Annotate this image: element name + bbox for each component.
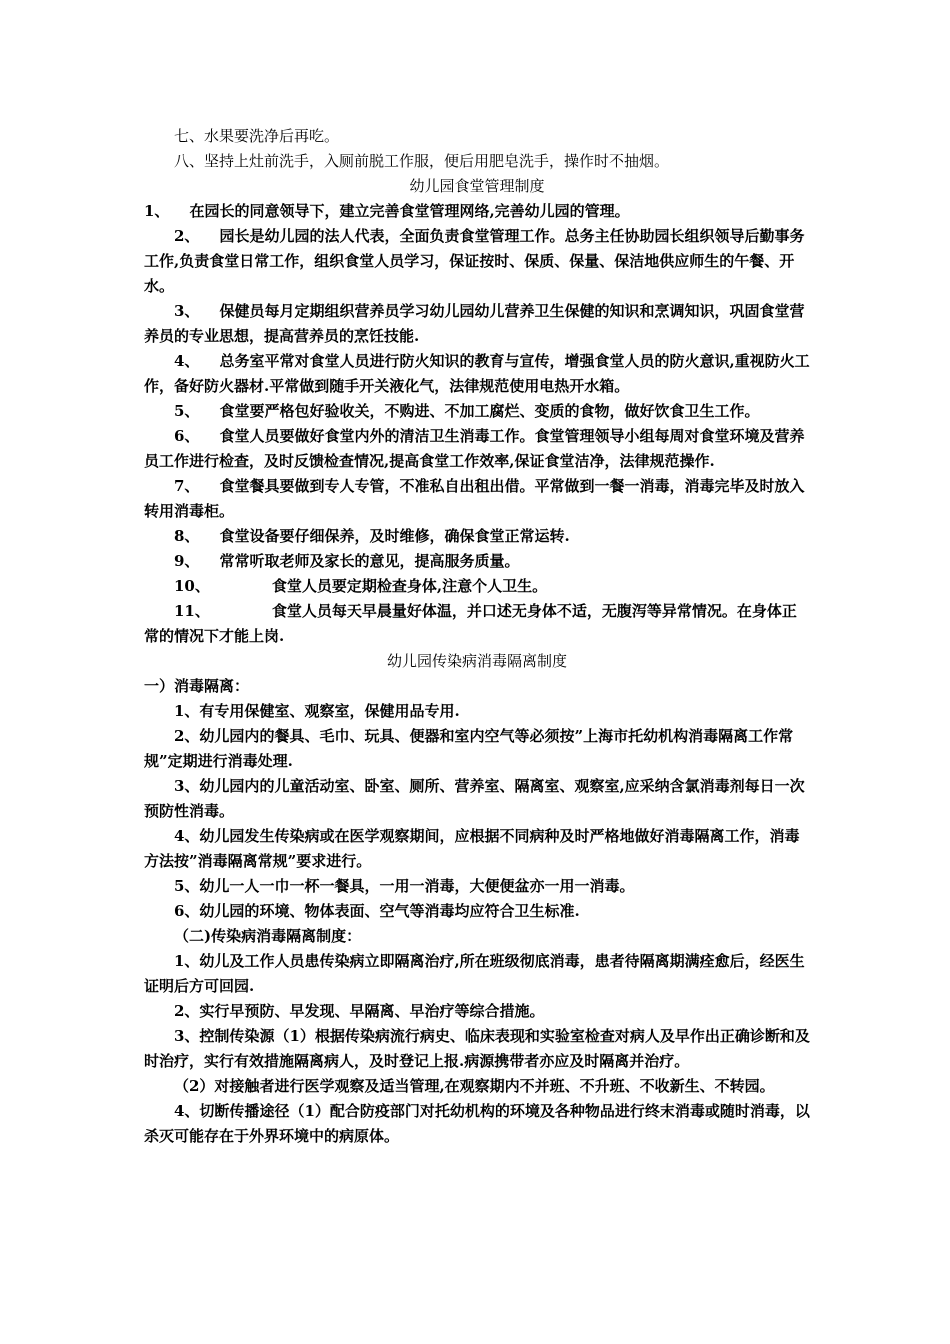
item-text: 食堂人员每天早晨量好体温，并口述无身体不适，无腹泻等异常情况。在身体正常的情况下才能上岗. [144,602,797,645]
canteen-item-6 [144,424,810,474]
item-text: 食堂人员要定期检查身体,注意个人卫生。 [271,577,548,595]
disinfection-rules-title: 幼儿园传染病消毒隔离制度 [386,652,567,670]
item-text: 常常听取老师及家长的意见，提高服务质量。 [219,552,520,570]
item-text: 保健员每月定期组织营养员学习幼儿园幼儿营养卫生保健的知识和烹调知识，巩固食堂营养员的专业思想，提高营养员的烹饪技能. [144,302,805,345]
item-text: 园长是幼儿园的法人代表，全面负责食堂管理工作。总务主任协助园长组织领导后勤事务工作,负责食堂日常工作，组织食堂人员学习，保证按时、保质、保量、保洁地供应师生的午餐、开水。 [144,227,805,295]
item-number: 9、 [174,552,200,570]
isolation-item-3b: （2）对接触者进行医学观察及适当管理,在观察期内不并班、不升班、不收新生、不转园。 [174,1077,775,1095]
subsection-1-heading: 一）消毒隔离： [144,677,250,695]
isolation-item-4: 4、切断传播途径（1）配合防疫部门对托幼机构的环境及各种物品进行终末消毒或随时消毒，以杀灭可能存在于外界环境中的病原体。 [144,1102,810,1145]
canteen-item-10 [144,574,810,599]
disinfection-item-5: 5、幼儿一人一巾一杯一餐具，一用一消毒，大便便盆亦一用一消毒。 [174,877,635,895]
subsection-2-heading: （二)传染病消毒隔离制度： [174,927,362,945]
item-text: 总务室平常对食堂人员进行防火知识的教育与宣传，增强食堂人员的防火意识,重视防火工作，备好防火器材.平常做到随手开关液化气，法律规范使用电热开水箱。 [144,352,810,395]
canteen-item-3 [144,299,810,349]
canteen-item-2 [144,224,810,299]
item-number: 2、 [174,227,200,245]
disinfection-item-3: 3、幼儿园内的儿童活动室、卧室、厕所、营养室、隔离室、观察室,应采纳含氯消毒剂每日一次预防性消毒。 [144,777,805,820]
disinfection-item-6: 6、幼儿园的环境、物体表面、空气等消毒均应符合卫生标准. [174,902,580,920]
item-text: 食堂人员要做好食堂内外的清洁卫生消毒工作。食堂管理领导小组每周对食堂环境及营养员工作进行检查，及时反馈检查情况,提高食堂工作效率,保证食堂洁净，法律规范操作. [144,427,805,470]
item-text: 食堂设备要仔细保养，及时维修，确保食堂正常运转. [219,527,570,545]
disinfection-item-2: 2、幼儿园内的餐具、毛巾、玩具、便器和室内空气等必须按”上海市托幼机构消毒隔离工作常规”定期进行消毒处理. [144,727,794,770]
item-number: 3、 [174,302,200,320]
item-number: 11、 [174,602,210,620]
disinfection-item-1: 1、有专用保健室、观察室，保健用品专用. [174,702,460,720]
disinfection-item-4: 4、幼儿园发生传染病或在医学观察期间，应根据不同病种及时严格地做好消毒隔离工作，消毒方法按”消毒隔离常规”要求进行。 [144,827,800,870]
canteen-item-9 [144,549,810,574]
canteen-item-5 [144,399,810,424]
item-text: 在园长的同意领导下，建立完善食堂管理网络,完善幼儿园的管理。 [189,202,630,220]
canteen-item-11 [144,599,810,649]
item-number: 1、 [144,202,170,220]
item-number: 7、 [174,477,200,495]
item-number: 8、 [174,527,200,545]
rule-line-7: 七、水果要洗净后再吃。 [174,127,340,145]
item-number: 4、 [174,352,200,370]
item-text: 食堂要严格包好验收关，不购进、不加工腐烂、变质的食物，做好饮食卫生工作。 [219,402,760,420]
canteen-item-7 [144,474,810,524]
item-number: 6、 [174,427,200,445]
item-text: 食堂餐具要做到专人专管，不准私自出租出借。平常做到一餐一消毒，消毒完毕及时放入转用消毒柜。 [144,477,805,520]
canteen-item-4 [144,349,810,399]
isolation-item-3: 3、控制传染源（1）根据传染病流行病史、临床表现和实验室检查对病人及早作出正确诊断和及时治疗，实行有效措施隔离病人，及时登记上报.病源携带者亦应及时隔离并治疗。 [144,1027,810,1070]
item-number: 10、 [174,577,210,595]
rule-line-8: 八、坚持上灶前洗手，入厕前脱工作服，便后用肥皂洗手，操作时不抽烟。 [174,152,670,170]
canteen-item-1 [144,199,810,224]
item-number: 5、 [174,402,200,420]
canteen-item-8 [144,524,810,549]
isolation-item-1: 1、幼儿及工作人员患传染病立即隔离治疗,所在班级彻底消毒，患者待隔离期满痊愈后，经医生证明后方可回园. [144,952,805,995]
isolation-item-2: 2、实行早预防、早发现、早隔离、早治疗等综合措施。 [174,1002,545,1020]
canteen-rules-title: 幼儿园食堂管理制度 [409,177,545,195]
